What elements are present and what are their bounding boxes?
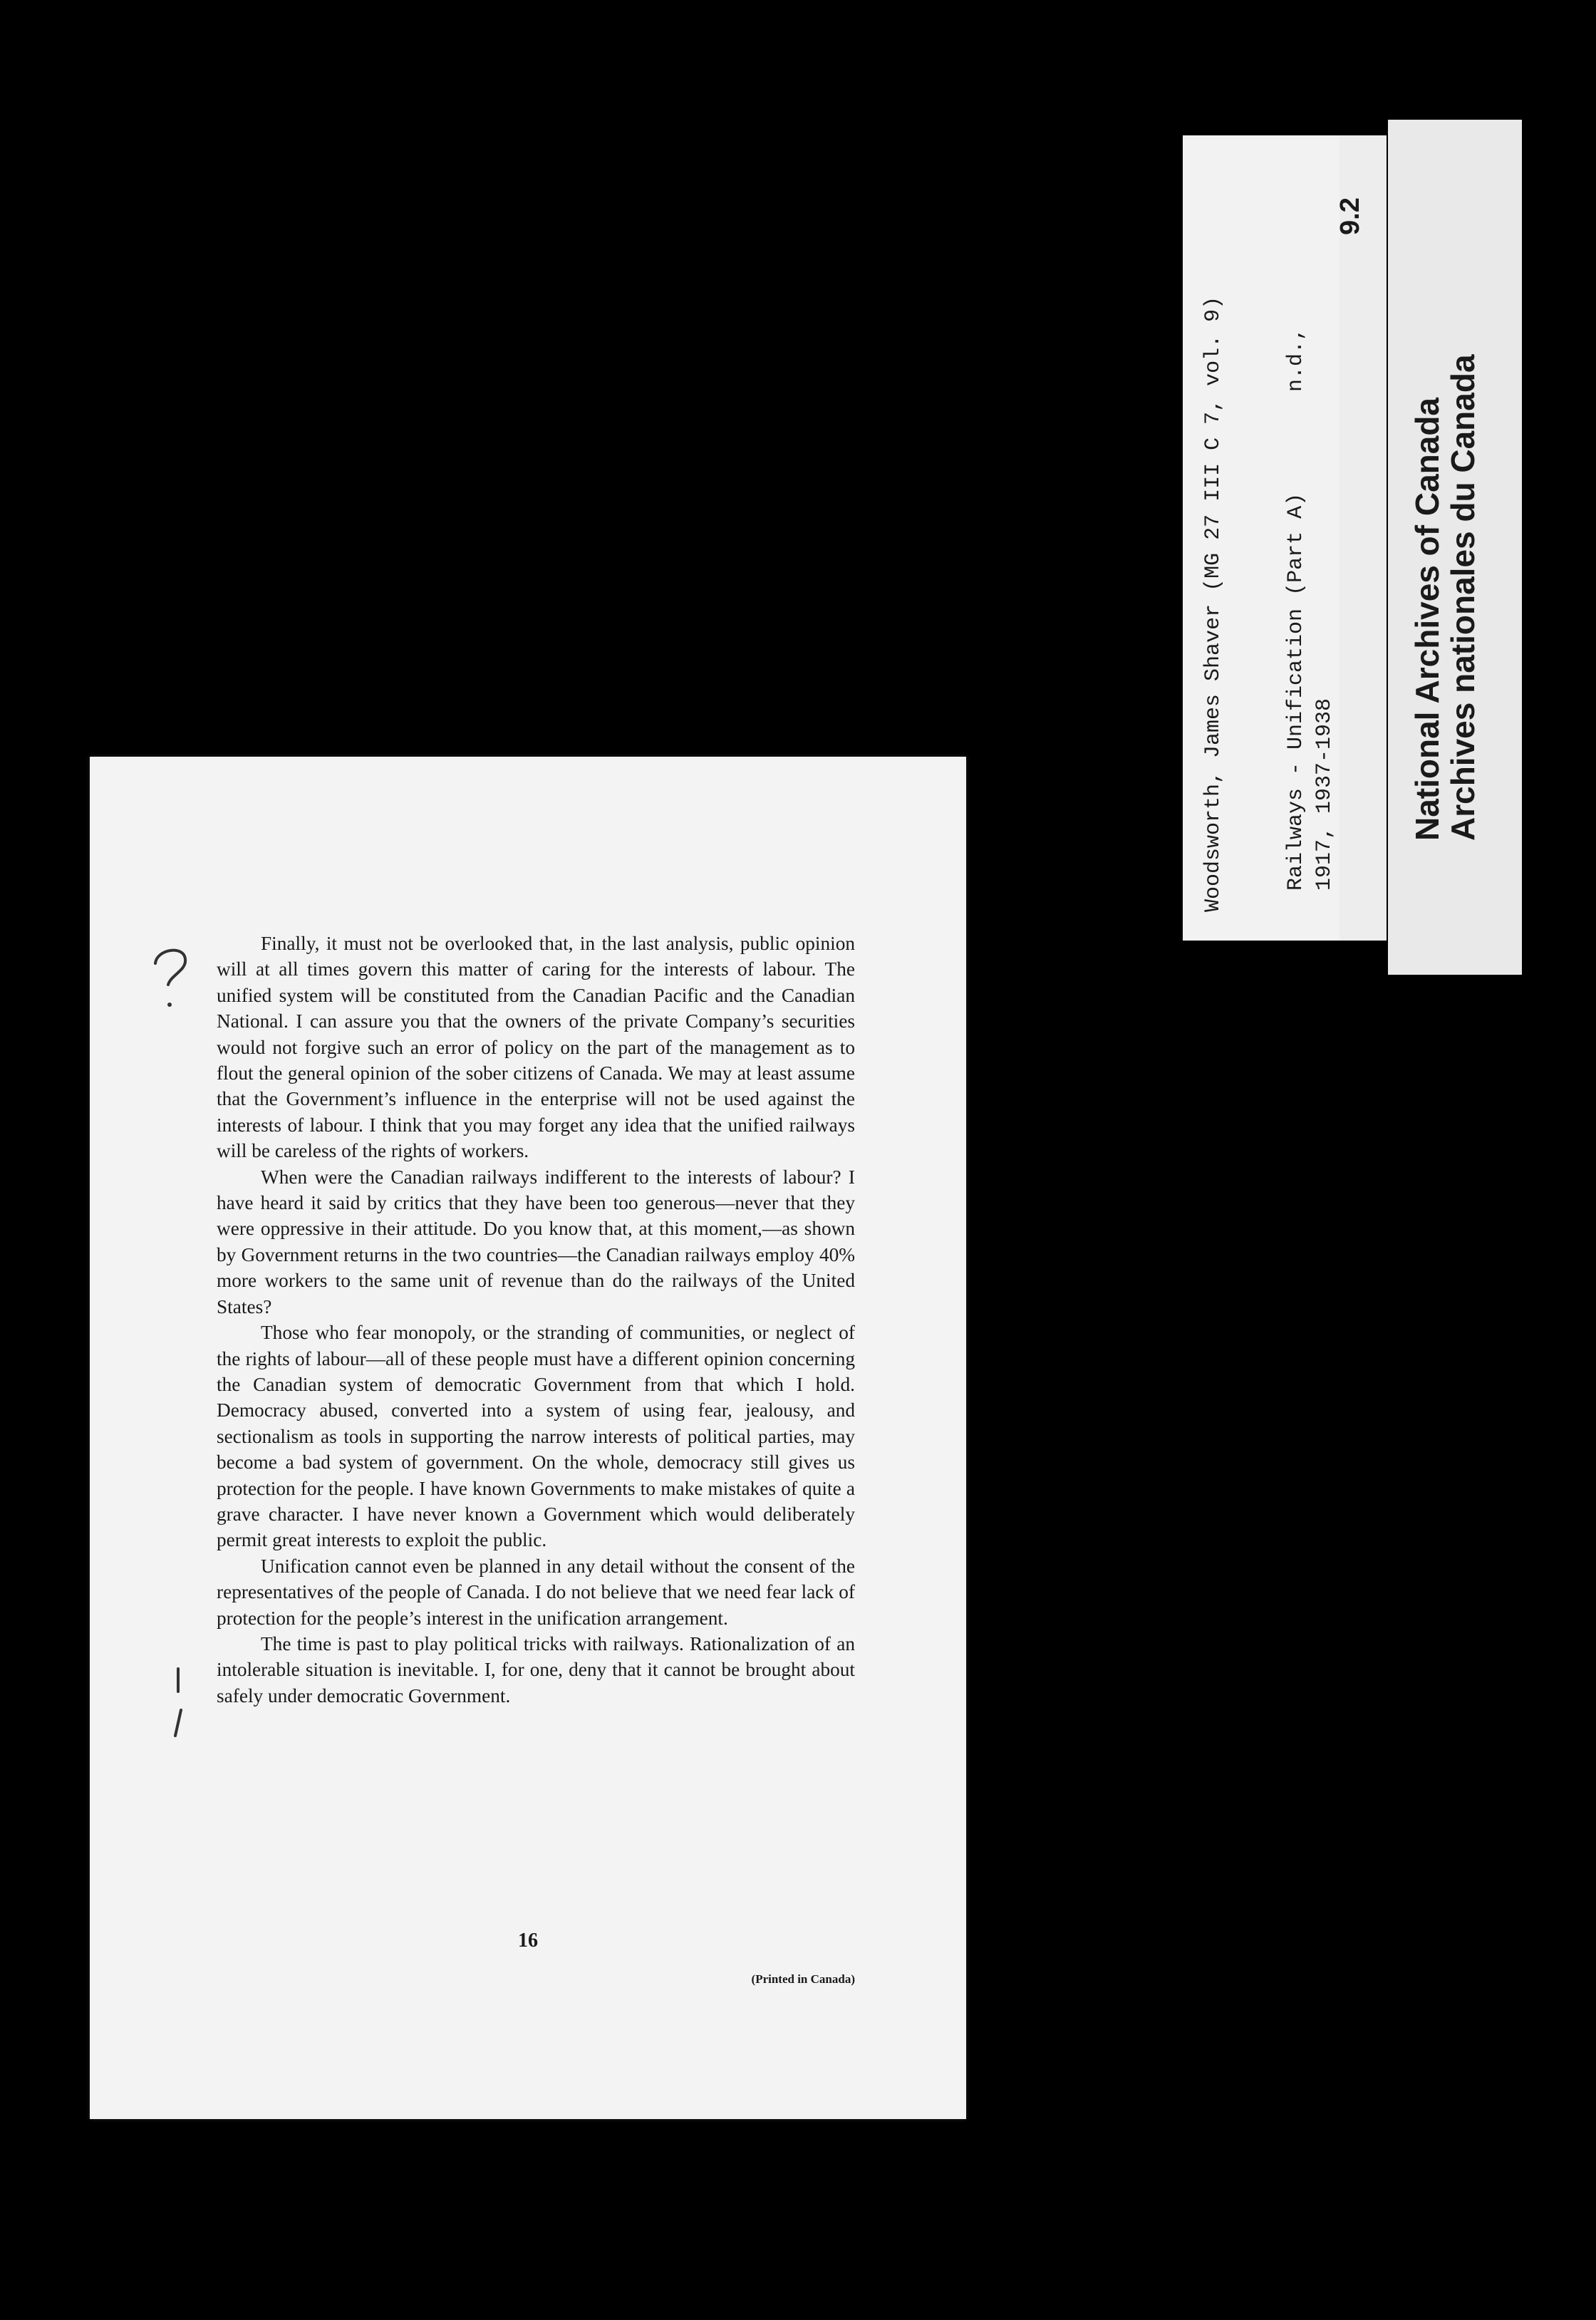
document-page bbox=[90, 757, 966, 2119]
label-line-2-date: n.d., bbox=[1284, 327, 1308, 392]
archive-name-fr: Archives nationales du Canada bbox=[1444, 354, 1481, 841]
label-line-3: 1917, 1937-1938 bbox=[1312, 698, 1337, 891]
archive-name-en: National Archives of Canada bbox=[1409, 397, 1446, 841]
label-line-1: Woodsworth, James Shaver (MG 27 III C 7, vol. 9) bbox=[1201, 296, 1226, 912]
handwritten-question-mark bbox=[147, 942, 197, 1013]
page-number: 16 bbox=[518, 1930, 538, 1952]
label-tab bbox=[1340, 135, 1387, 941]
paragraph: When were the Canadian railways indifferent to the interests of labour? I have heard it said by critics that they have been too generous—never that they were oppressive in their attitude. Do you know that, at this moment,—as shown by Government returns in the two countries—the Canadian railways employ 40% more workers to the same unit of revenue than do the railways of the United States? bbox=[217, 1166, 855, 1317]
body-text bbox=[217, 931, 855, 1709]
label-line-2: Railways - Unification (Part A) bbox=[1284, 492, 1308, 891]
item-number: 9.2 bbox=[1335, 197, 1365, 235]
imprint-line: (Printed in Canada) bbox=[751, 1972, 855, 1986]
paragraph: Those who fear monopoly, or the stranding of communities, or neglect of the rights of labour—all of these people must have a different opinion concerning the Canadian system of democratic Government from that which I hold. Democracy abused, converted into a system of using fear, jealousy, and sectionalism as tools in supporting the narrow interests of political parties, may become a bad system of government. On the whole, democracy still gives us protection for the people. I have known Governments to make mistakes of quite a grave character. I have never known a Government which would deliberately permit great interests to exploit the public. bbox=[217, 1322, 855, 1551]
handwritten-margin-marks bbox=[164, 1664, 192, 1743]
paragraph: The time is past to play political tricks with railways. Rationalization of an intolerable situation is inevitable. I, for one, deny that it cannot be brought about safely under democratic Government. bbox=[217, 1632, 855, 1707]
paragraph: Finally, it must not be overlooked that, in the last analysis, public opinion will at all times govern this matter of caring for the interests of labour. The unified system will be constituted from the Canadian Pacific and the Canadian National. I can assure you that the owners of the private Company’s securities would not forgive such an error of policy on the part of the management as to flout the general opinion of the sober citizens of Canada. We may at least assume that the Government’s influence in the enterprise will not be used against the interests of labour. I think that you may forget any idea that the unified railways will be careless of the rights of workers. bbox=[217, 933, 855, 1162]
paragraph: Unification cannot even be planned in any detail without the consent of the representatives of the people of Canada. I do not believe that we need fear lack of protection for the people’s interest in the unification arrangement. bbox=[217, 1555, 855, 1629]
